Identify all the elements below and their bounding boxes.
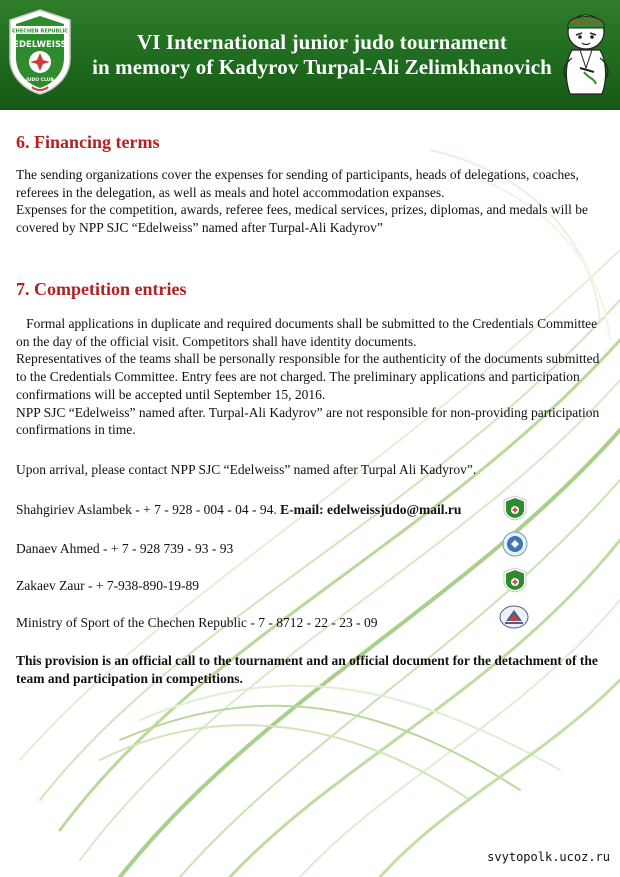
page-title xyxy=(92,30,552,80)
judoka-mascot-icon xyxy=(558,8,614,104)
entries-paragraph-3: NPP SJC “Edelweiss” named after. Turpal-Ali Kadyrov” are not responsible for non-providing participation confirmations in time. xyxy=(16,404,600,438)
entries-paragraph-2: Representatives of the teams shall be personally responsible for the authenticity of the documents submitted to the Credentials Committee. Entry fees are not charged. The preliminary applications and participation confirmations will be accepted until September 15, 2016. xyxy=(16,351,600,402)
watermark-text: svytopolk.ucoz.ru xyxy=(485,850,612,869)
section-financing-body xyxy=(16,166,606,237)
edelweiss-judo-club-logo xyxy=(6,8,74,96)
title-line-1: VI International junior judo tournament xyxy=(137,30,507,54)
contact-zakaev: Zakaev Zaur - + 7-938-890-19-89 xyxy=(16,578,200,593)
judo-federation-badge-icon xyxy=(502,531,528,557)
edelweiss-badge-icon xyxy=(502,495,528,521)
edelweiss-badge-icon xyxy=(502,567,528,593)
contact-text: Shahgiriev Aslambek - + 7 - 928 - 004 - 04 - 94. xyxy=(16,502,281,517)
ministry-emblem-icon xyxy=(498,604,530,630)
entries-paragraph-1: Formal applications in duplicate and required documents shall be submitted to the Credentials Committee on the day of the official visit. Competitors shall have identity documents. xyxy=(16,316,601,349)
title-line-2: in memory of Kadyrov Turpal-Ali Zelimkhanovich xyxy=(92,55,552,79)
contact-ministry: Ministry of Sport of the Chechen Republic - 7 - 8712 - 22 - 23 - 09 xyxy=(16,615,378,630)
header-banner xyxy=(0,0,620,110)
logo-bottom-text: JUDO CLUB xyxy=(26,78,54,83)
logo-top-text: CHECHEN REPUBLIC xyxy=(12,28,68,35)
logo-name-text: EDELWEISS xyxy=(13,40,67,50)
contact-email-link[interactable]: E-mail: edelweissjudo@mail.ru xyxy=(280,502,462,517)
section-financing-title: 6. Financing terms xyxy=(16,132,160,152)
section-entries-title: 7. Competition entries xyxy=(16,279,187,299)
arrival-note: Upon arrival, please contact NPP SJC “Edelweiss” named after Turpal Ali Kadyrov”. xyxy=(16,462,477,477)
contact-danaev: Danaev Ahmed - + 7 - 928 739 - 93 - 93 xyxy=(16,541,234,556)
section-entries-body xyxy=(16,315,606,439)
financing-paragraph-2: Expenses for the competition, awards, referee fees, medical services, prizes, diplomas, and medals will be covered by NPP SJC “Edelweiss” named after Turpal-Ali Kadyrov” xyxy=(16,202,589,236)
contact-shahgiriev xyxy=(16,501,461,518)
final-official-note: This provision is an official call to the tournament and an official document for the detachment of the team and participation in competitions. xyxy=(16,653,598,686)
financing-paragraph-1: The sending organizations cover the expenses for sending of participants, heads of delegations, coaches, referees in the delegation, as well as meals and hotel accommodation expanses. xyxy=(16,167,579,200)
